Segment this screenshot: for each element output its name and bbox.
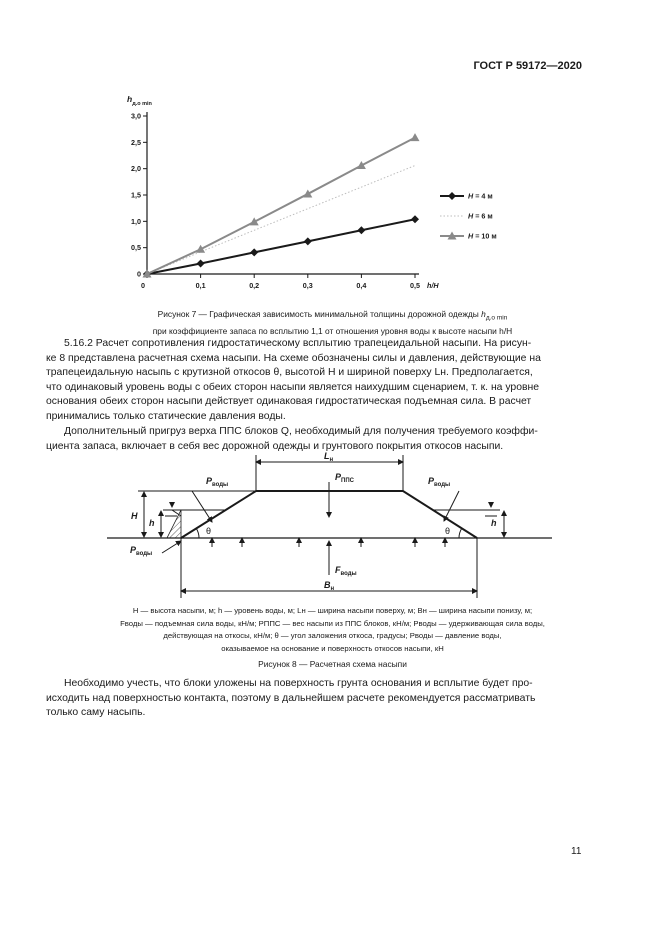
y-tick-label: 0,5 xyxy=(131,243,141,253)
label-P-water-bottom: P xyxy=(130,545,137,555)
label-theta-left: θ xyxy=(206,526,212,536)
label-P-water-right-sub: воды xyxy=(434,482,451,488)
legend-label-rest: = 10 м xyxy=(473,231,497,241)
paragraph-line: что одинаковый уровень воды с обеих сторон насыпи является наихудшим сценарием, т. к. на уровне xyxy=(46,381,540,393)
figure7-caption-line2: при коэффициенте запаса по всплытию 1,1 от отношения уровня воды к высоте насыпи h/H xyxy=(152,325,513,336)
figure8-caption: Рисунок 8 — Расчетная схема насыпи xyxy=(258,659,407,669)
y-tick-label: 1,5 xyxy=(131,190,141,200)
svg-text:Lн xyxy=(324,451,334,463)
paragraph-line: ке 8 представлена расчетная схема насыпи. На схеме обозначены силы и давления, действующие на xyxy=(46,352,541,364)
label-F-water: F xyxy=(335,565,341,575)
x-tick-label: 0,1 xyxy=(195,281,206,290)
y-tick-label: 3,0 xyxy=(131,111,141,121)
paragraph-conclusion xyxy=(46,677,584,721)
legend-label-var: H xyxy=(468,231,474,241)
label-H: H xyxy=(131,511,138,521)
x-tick-label: 0,3 xyxy=(302,281,313,290)
y-axis-label-sub: д.о min xyxy=(132,101,152,107)
x-tick-label: 0 xyxy=(141,281,145,290)
arrow-P-water-left xyxy=(192,491,212,522)
figure7-caption-var: h xyxy=(481,309,486,319)
paragraph-line: трапецеидальную насыпь с крутизной откосов θ, высотой H и шириной поверху Lн. Предполагается, xyxy=(46,367,533,379)
label-F-water-sub: воды xyxy=(340,571,357,577)
figure7-caption-sub: д.о min xyxy=(485,314,508,322)
arrow-P-water-right xyxy=(444,491,459,521)
legend-note-line: оказываемое на основание и поверхность откосов насыпи, кН xyxy=(221,643,444,653)
paragraph-line: исходить над поверхностью контакта, поэтому в дальнейшем расчете рекомендуется рассматривать xyxy=(46,692,536,704)
label-L-top: L xyxy=(324,451,330,461)
label-h-left: h xyxy=(149,518,155,528)
x-tick-label: 0,4 xyxy=(356,281,367,290)
label-P-water-bottom-sub: воды xyxy=(136,551,153,557)
figure8-legend-notes xyxy=(60,605,605,655)
label-B-sub: н xyxy=(330,586,335,592)
arrow-P-water-bottom xyxy=(162,541,181,553)
svg-text:PППС xyxy=(335,472,355,484)
label-h-right: h xyxy=(491,518,497,528)
y-tick-label: 2,0 xyxy=(131,164,141,174)
legend-note-line: действующая на откосы, кН/м; θ — угол заложения откоса, градусы; Pводы — давление воды, xyxy=(163,631,502,640)
legend-label-var: H xyxy=(468,211,474,221)
label-P-pps: P xyxy=(335,472,342,482)
svg-text:Pводы xyxy=(206,476,228,488)
x-axis-label: h/H xyxy=(427,281,439,290)
label-theta-right: θ xyxy=(445,526,451,536)
paragraph-line: только саму насыпь. xyxy=(46,707,146,719)
label-B: B xyxy=(324,580,331,590)
legend-label-var: H xyxy=(468,191,474,201)
y-tick-label: 1,0 xyxy=(131,216,141,226)
svg-text:Pводы xyxy=(130,545,152,557)
document-header: ГОСТ Р 59172—2020 xyxy=(473,60,582,72)
y-tick-label: 0 xyxy=(137,269,141,279)
y-axis-label-var: h xyxy=(127,94,133,104)
legend-note-line: Fводы — подъемная сила воды, кН/м; PППС — вес насыпи из ППС блоков, кН/м; Pводы — удерживающая сила воды, xyxy=(120,618,545,628)
paragraph-line: Дополнительный пригруз верха ППС блоков Q, необходимый для получения требуемого коэффи- xyxy=(64,426,538,437)
y-tick-label: 2,5 xyxy=(131,137,141,147)
svg-text:Bн xyxy=(324,580,335,592)
svg-text:Pводы xyxy=(428,476,450,488)
label-P-water-left-sub: воды xyxy=(212,482,229,488)
svg-text:Fводы xyxy=(335,565,357,577)
label-P-water-right: P xyxy=(428,476,435,486)
paragraph-line: циента запаса, включает в себя вес дорожной одежды и грунтового покрытия откосов насыпи. xyxy=(46,440,504,452)
paragraph-line: Необходимо учесть, что блоки уложены на поверхность грунта основания и всплытие будет про- xyxy=(64,678,533,689)
paragraph-line: основания обеих сторон насыпи действует одинаковая гидростатическая подъемная сила. В расчет xyxy=(46,396,532,408)
x-tick-label: 0,2 xyxy=(249,281,260,290)
label-L-top-sub: н xyxy=(329,457,334,463)
label-P-water-left: P xyxy=(206,476,213,486)
legend-note-line: H — высота насыпи, м; h — уровень воды, м; Lн — ширина насыпи поверху, м; Bн — ширина насыпи понизу, м; xyxy=(132,606,533,615)
page-number: 11 xyxy=(571,846,582,857)
x-tick-label: 0,5 xyxy=(410,281,420,290)
legend-label-rest: = 6 м xyxy=(473,211,493,221)
label-P-pps-sub: ППС xyxy=(341,478,354,484)
legend-label-rest: = 4 м xyxy=(473,191,493,201)
paragraph-line: принимались только статические давления воды. xyxy=(46,410,286,422)
paragraph-line: 5.16.2 Расчет сопротивления гидростатическому всплытию трапецеидальной насыпи. На рисун- xyxy=(64,338,532,349)
figure7-caption-text: Рисунок 7 — Графическая зависимость минимальной толщины дорожной одежды xyxy=(157,309,482,319)
